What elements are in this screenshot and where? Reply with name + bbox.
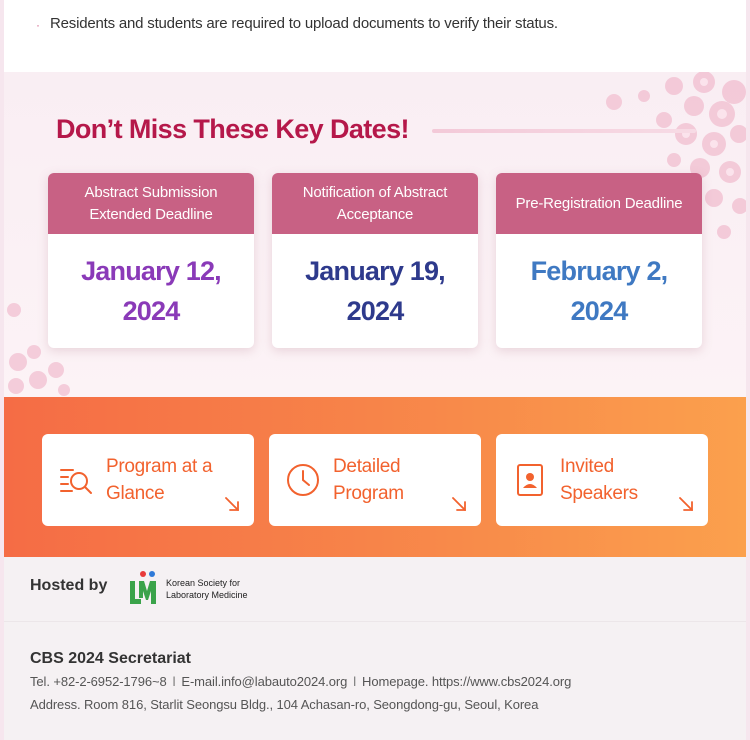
date-card-date: January 19, 2024 bbox=[305, 256, 445, 326]
org-line-2: Laboratory Medicine bbox=[166, 590, 248, 600]
key-dates-section bbox=[4, 72, 746, 397]
arrow-down-right-icon bbox=[678, 496, 694, 512]
arrow-down-right-icon bbox=[451, 496, 467, 512]
kslm-logo[interactable] bbox=[128, 571, 158, 605]
notice-text: Residents and students are required to upload documents to verify their status. bbox=[50, 15, 558, 32]
date-card-heading: Pre-Registration Deadline bbox=[496, 173, 702, 234]
notice-bullet: · bbox=[36, 18, 40, 32]
invited-speakers-label: Invited Speakers bbox=[560, 456, 638, 504]
hosted-by-section bbox=[4, 557, 746, 621]
separator: l bbox=[353, 674, 357, 689]
org-line-1: Korean Society for bbox=[166, 578, 241, 588]
invited-speakers-button[interactable] bbox=[496, 434, 708, 526]
phone-number: Tel. +82-2-6952-1796~8 bbox=[30, 674, 167, 689]
notice-section bbox=[4, 0, 746, 72]
date-card-notification bbox=[272, 173, 478, 348]
email-address[interactable]: E-mail.info@labauto2024.org bbox=[181, 674, 348, 689]
date-card-heading: Notification of Abstract Acceptance bbox=[272, 173, 478, 234]
contact-line bbox=[30, 674, 571, 689]
secretariat-title: CBS 2024 Secretariat bbox=[30, 650, 191, 667]
detailed-program-button[interactable] bbox=[269, 434, 481, 526]
detailed-program-label: Detailed Program bbox=[333, 456, 404, 504]
host-organization-name bbox=[166, 577, 248, 601]
address-line: Address. Room 816, Starlit Seongsu Bldg., 104 Achasan-ro, Seongdong-gu, Seoul, Korea bbox=[30, 697, 539, 712]
date-card-date: January 12, 2024 bbox=[81, 256, 221, 326]
date-card-abstract-deadline bbox=[48, 173, 254, 348]
arrow-down-right-icon bbox=[224, 496, 240, 512]
quick-links-band bbox=[4, 397, 746, 557]
footer bbox=[4, 621, 746, 740]
program-at-a-glance-button[interactable] bbox=[42, 434, 254, 526]
separator: l bbox=[172, 674, 176, 689]
title-divider bbox=[432, 129, 696, 133]
clock-icon bbox=[285, 462, 321, 498]
magnifier-list-icon bbox=[58, 462, 94, 498]
speaker-badge-icon bbox=[512, 462, 548, 498]
program-at-a-glance-label: Program at a Glance bbox=[106, 456, 213, 504]
date-card-heading: Abstract Submission Extended Deadline bbox=[48, 173, 254, 234]
hosted-by-label: Hosted by bbox=[30, 577, 108, 594]
date-card-preregistration bbox=[496, 173, 702, 348]
page-frame bbox=[4, 0, 746, 740]
date-card-date: February 2, 2024 bbox=[530, 256, 668, 326]
key-dates-title: Don’t Miss These Key Dates! bbox=[56, 114, 409, 144]
homepage-link[interactable]: Homepage. https://www.cbs2024.org bbox=[362, 674, 572, 689]
